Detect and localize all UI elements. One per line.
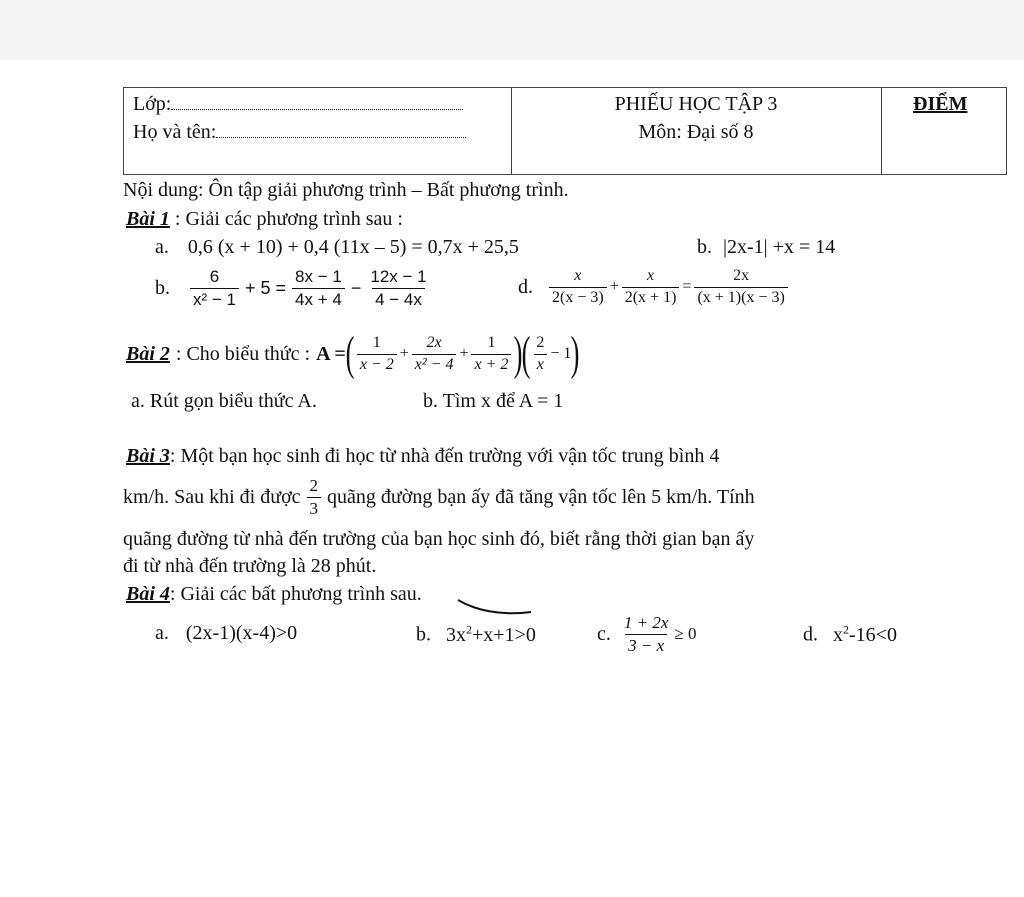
bai4-c-rel: ≥ 0: [674, 624, 697, 643]
bai2-label: Bài 2: [126, 342, 170, 365]
bai1-b2-frac2: [292, 268, 345, 309]
bai2-frac2: [412, 335, 457, 374]
left-paren-icon: (: [521, 327, 531, 380]
bai4-b-exponent: 2: [466, 622, 472, 636]
bai2-plus1: +: [399, 345, 409, 362]
bai3-label: Bài 3: [126, 445, 170, 467]
bai1-label: Bài 1: [126, 208, 170, 230]
bai4-instruction: : Giải các bất phương trình sau.: [169, 583, 422, 605]
bai2-minus1: − 1: [550, 345, 572, 362]
name-field: [133, 121, 466, 144]
worksheet-title: PHIẾU HỌC TẬP 3: [614, 93, 778, 115]
bai1-b1-expr: |2x-1| +x = 14: [723, 236, 836, 258]
frac-numerator: 8x − 1: [295, 267, 342, 286]
bai3-text2b: quãng đường bạn ấy đã tăng vận tốc lên 5 km/h. Tính: [327, 485, 755, 508]
bai4-b-rest: +x+1>0: [472, 623, 536, 646]
frac-numerator: 2x: [733, 267, 750, 284]
class-label: Lớp:: [133, 93, 172, 115]
frac-numerator: 1 + 2x: [623, 612, 669, 632]
bai4-heading: [126, 583, 422, 606]
bai4-b-expr: [446, 624, 536, 646]
frac-denominator: x + 2: [471, 354, 511, 374]
frac-denominator: 4 − 4x: [372, 288, 425, 309]
bai1-d-frac3: [694, 268, 787, 307]
bai1-b2-frac1: [190, 268, 239, 309]
bai1-a-label: a.: [155, 236, 169, 258]
top-margin: [0, 0, 1024, 60]
bai2-A-eq: A =: [316, 342, 346, 365]
bai1-b2: [155, 268, 433, 309]
bai4-d-base: x: [833, 623, 843, 646]
frac-numerator: 6: [209, 267, 220, 286]
bai4-c-label: c.: [597, 622, 611, 645]
bai4-a-expr: (2x-1)(x-4)>0: [185, 622, 298, 644]
bai4-c-frac: [621, 614, 672, 655]
bai2-plus2: +: [459, 345, 469, 362]
bai1-d-plus: +: [609, 278, 619, 296]
frac-numerator: x: [574, 267, 582, 284]
pen-stroke-path: [458, 600, 531, 613]
bai1-instruction: : Giải các phương trình sau :: [174, 208, 403, 230]
frac-numerator: 12x − 1: [370, 267, 427, 286]
bai1-b1: [697, 236, 835, 259]
bai4-label: Bài 4: [126, 583, 170, 605]
content-line: Nội dung: Ôn tập giải phương trình – Bất phương trình.: [123, 179, 569, 201]
bai1-d: [518, 268, 791, 307]
bai4-b-base: 3x: [446, 623, 466, 646]
frac-denominator: 3: [307, 497, 322, 518]
frac-numerator: 1: [372, 333, 381, 351]
bai4-d-expr: [833, 624, 897, 646]
pen-stroke-mark: [455, 596, 535, 620]
bai1-b2-mid: + 5 =: [245, 277, 287, 298]
score-label: ĐIỂM: [913, 93, 968, 115]
bai3-line2: [123, 474, 755, 520]
header-table: [123, 87, 1007, 175]
bai1-b1-label: b.: [697, 236, 712, 258]
bai4-a: [155, 622, 297, 645]
bai2-frac4: [533, 335, 547, 374]
frac-denominator: 4x + 4: [292, 288, 345, 309]
bai1-heading: [126, 208, 403, 231]
frac-denominator: x² − 4: [412, 354, 457, 374]
right-paren-icon: ): [513, 327, 523, 380]
bai2-instruction: : Cho biểu thức :: [175, 342, 311, 365]
bai4-c: [597, 608, 697, 660]
bai4-b-label: b.: [416, 623, 431, 646]
bai4-d-rest: -16<0: [849, 623, 897, 646]
frac-numerator: 2: [536, 333, 545, 351]
right-paren-icon: ): [570, 327, 580, 380]
bai4-a-label: a.: [155, 622, 169, 644]
bai1-a-expr: 0,6 (x + 10) + 0,4 (11x – 5) = 0,7x + 25,5: [187, 236, 519, 258]
bai1-d-frac1: [549, 268, 607, 307]
student-info-cell: [124, 88, 512, 174]
bai1-a: [155, 236, 519, 259]
bai4-d-label: d.: [803, 623, 818, 646]
name-label: Họ và tên:: [133, 121, 217, 143]
bai2-a: a. Rút gọn biểu thức A.: [131, 390, 317, 412]
bai4-d-exponent: 2: [843, 622, 849, 636]
bai1-b2-minus: −: [350, 277, 362, 298]
bai1-b2-label: b.: [155, 276, 170, 299]
bai1-d-frac2: [622, 268, 680, 307]
bai3-line1: [126, 445, 719, 468]
class-field: [133, 93, 463, 116]
subject-label: Môn: Đại số 8: [638, 121, 754, 143]
frac-denominator: x² − 1: [190, 288, 239, 309]
frac-denominator: (x + 1)(x − 3): [694, 287, 787, 307]
frac-numerator: 1: [487, 333, 496, 351]
frac-numerator: 2: [309, 475, 319, 495]
frac-denominator: x: [534, 354, 547, 374]
bai3-frac: [307, 477, 322, 518]
title-cell: [511, 88, 882, 174]
bai1-d-label: d.: [518, 275, 533, 298]
name-blank: [216, 121, 466, 138]
frac-denominator: 2(x + 1): [622, 287, 680, 307]
bai4-b: [416, 622, 536, 647]
bai2-b: b. Tìm x để A = 1: [423, 390, 564, 412]
bai2-heading: [126, 327, 580, 380]
bai3-line4: đi từ nhà đến trường là 28 phút.: [123, 555, 377, 577]
bai3-text2a: km/h. Sau khi đi được: [123, 485, 301, 508]
frac-denominator: 2(x − 3): [549, 287, 607, 307]
left-paren-icon: (: [345, 327, 355, 380]
bai3-text1: : Một bạn học sinh đi học từ nhà đến trường với vận tốc trung bình 4: [169, 445, 720, 467]
bai2-frac1: [357, 335, 397, 374]
bai4-d: [803, 622, 897, 647]
bai1-b2-frac3: [367, 268, 429, 309]
bai3-line3: quãng đường từ nhà đến trường của bạn học sinh đó, biết rằng thời gian bạn ấy: [123, 528, 755, 550]
bai1-d-eq: =: [682, 278, 692, 296]
frac-numerator: 2x: [426, 333, 442, 351]
frac-denominator: 3 − x: [625, 634, 667, 655]
frac-numerator: x: [647, 267, 655, 284]
class-blank: [171, 93, 463, 110]
frac-denominator: x − 2: [357, 354, 397, 374]
bai2-frac3: [471, 335, 511, 374]
